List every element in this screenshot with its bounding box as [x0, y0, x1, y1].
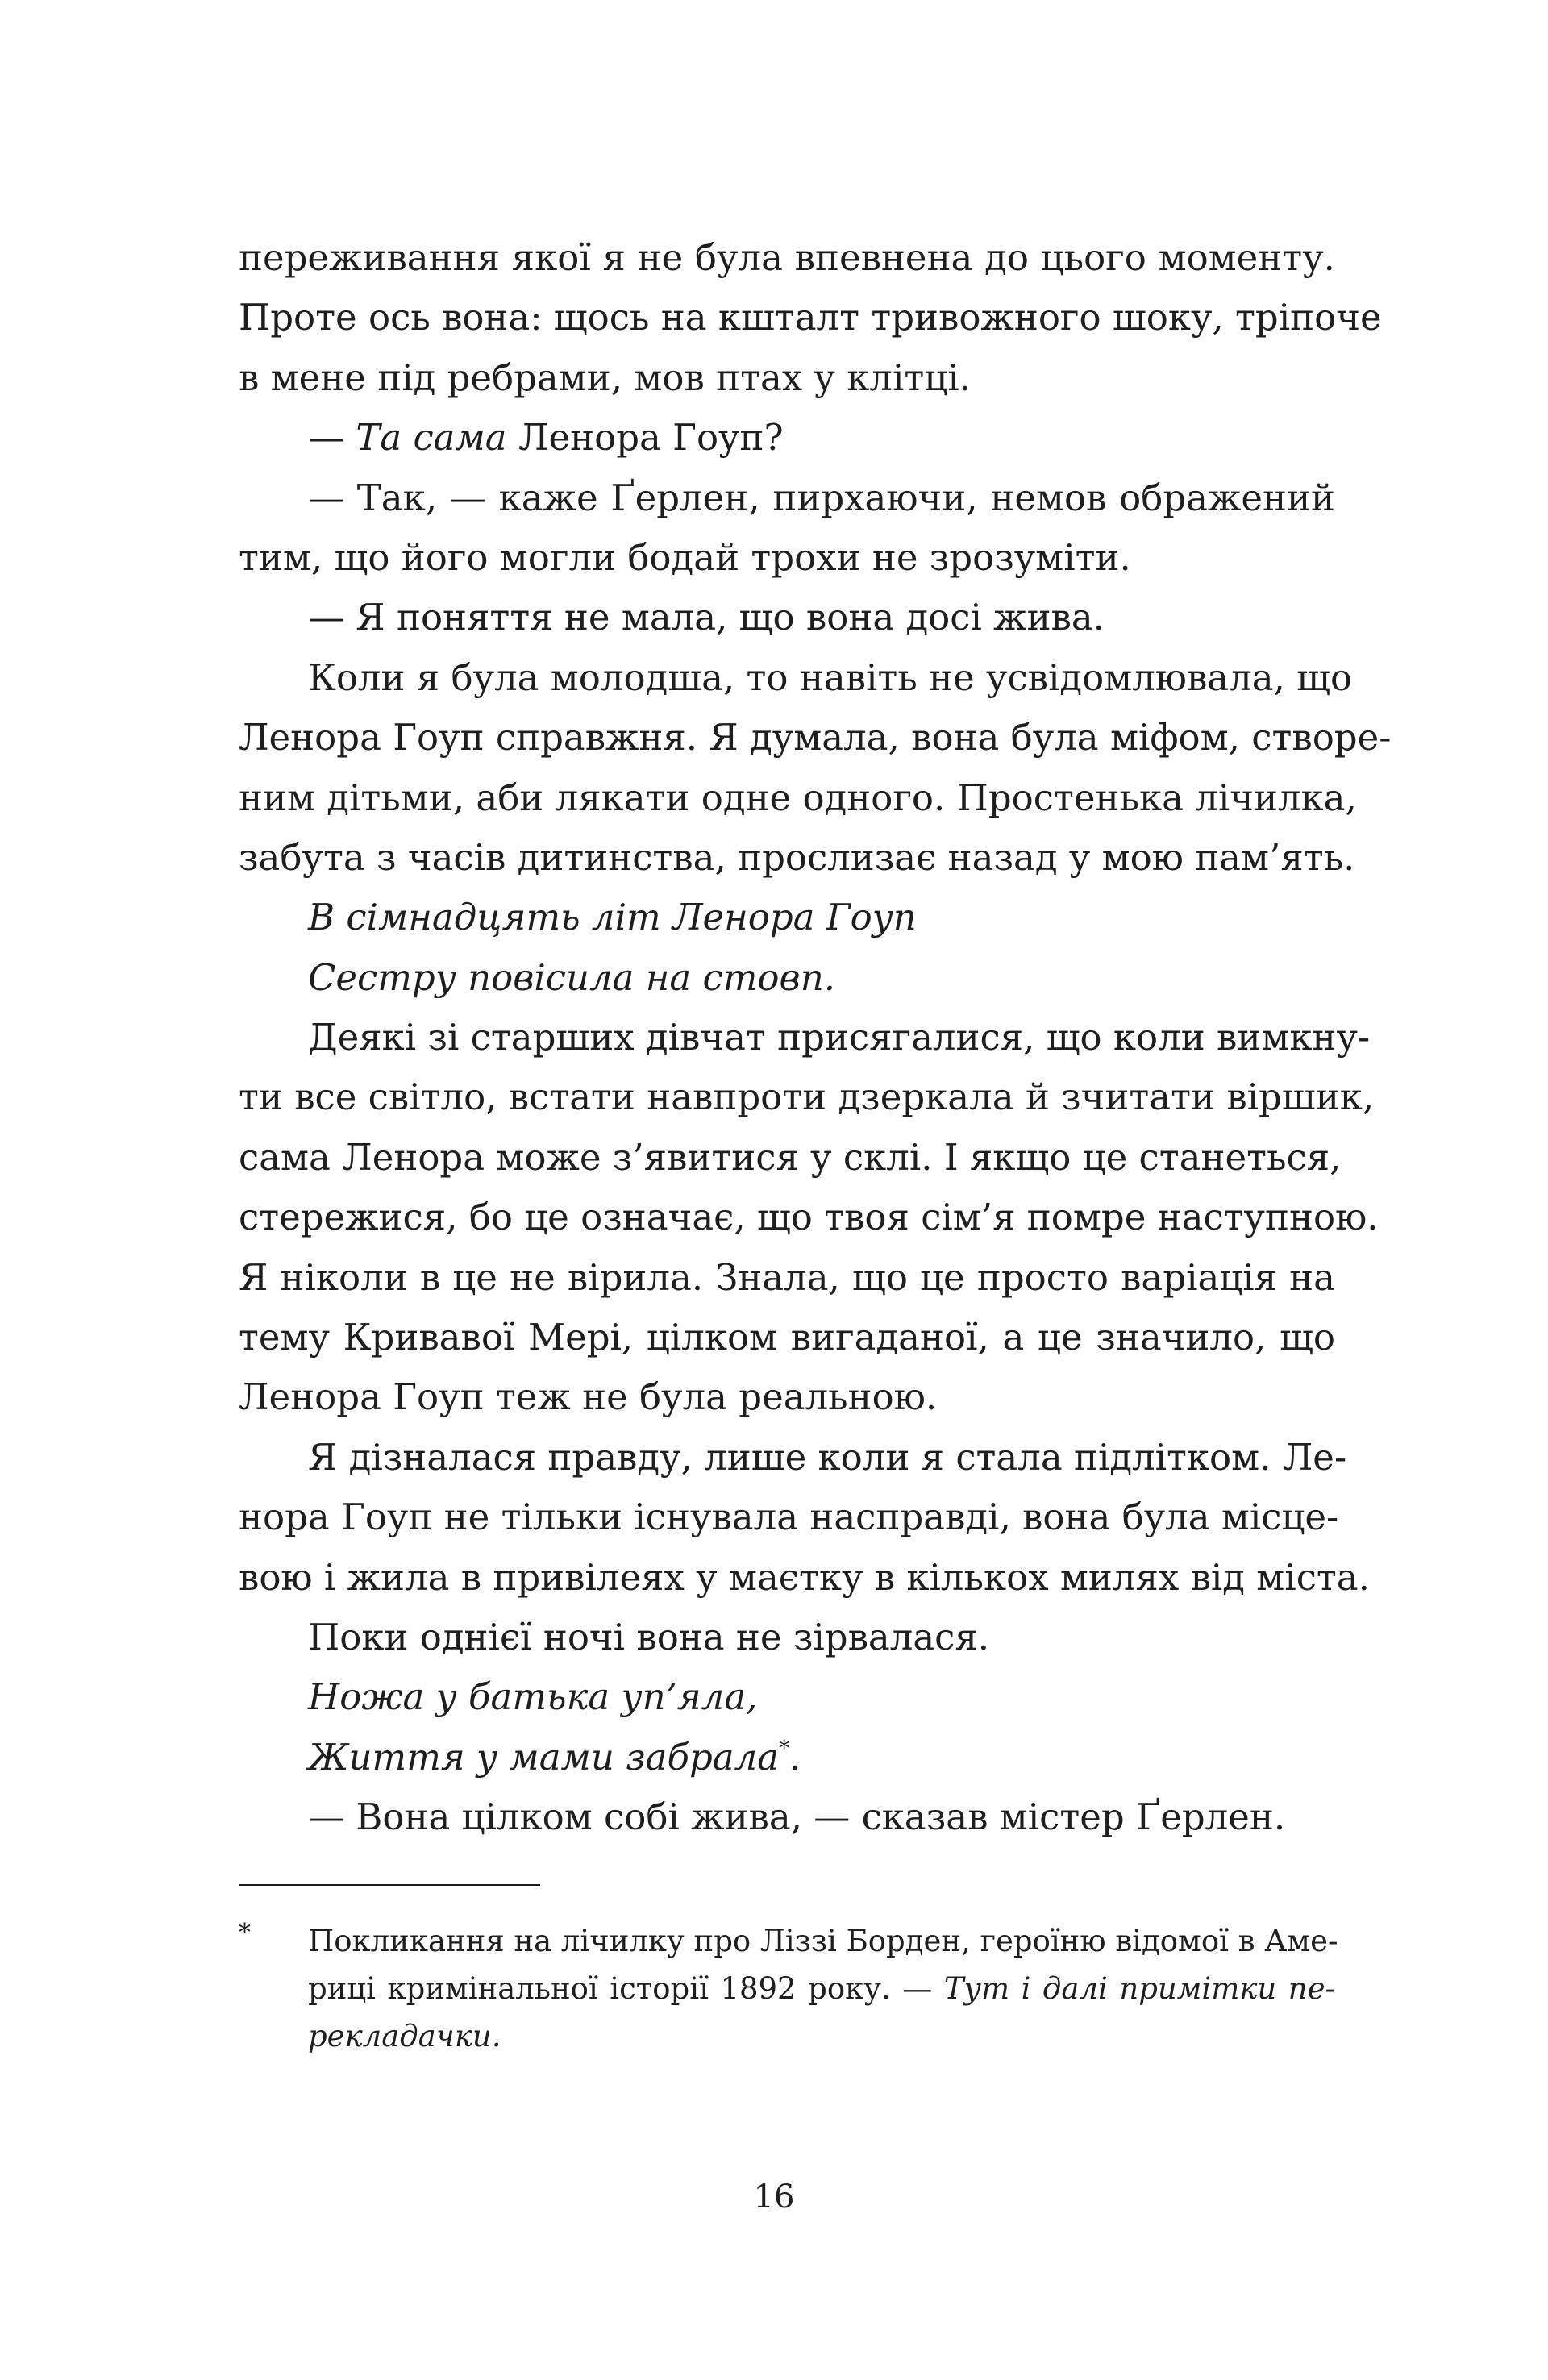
footnote-text: [308, 1917, 1338, 2060]
text-line: нора Гоуп не тільки існувала насправді, вона була місце-: [239, 1496, 1339, 1539]
footnote-marker: *: [239, 1919, 251, 1947]
text-line: переживання якої я не була впевнена до цього моменту.: [239, 236, 1335, 279]
body-text: [239, 228, 1392, 1848]
footnote-divider: [239, 1884, 540, 1886]
text-line: сама Ленора може з’явитися у склі. І якщо це станеться,: [239, 1135, 1342, 1179]
text-line: стережися, бо це означає, що твоя сім’я помре наступною.: [239, 1196, 1379, 1239]
verse-line: [239, 1728, 1335, 1787]
page-number: 16: [753, 2178, 795, 2216]
footnote-line: [308, 1965, 1335, 2012]
dialogue-line: [239, 408, 1335, 468]
verse-line: Сестру повісила на стовп.: [308, 955, 835, 999]
footnote-reference[interactable]: *: [779, 1736, 790, 1761]
paragraph-start: Поки однієї ночі вона не зірвалася.: [308, 1615, 990, 1658]
italic-emphasis: Та сама: [356, 416, 507, 460]
paragraph-start: Коли я була молодша, то навіть не усвідомлювала, що: [308, 655, 1353, 699]
text-line: тему Кривавої Мері, цілком вигаданої, а це значило, що: [239, 1316, 1335, 1359]
verse-line: В сімнадцять літ Ленора Гоуп: [308, 896, 917, 939]
text-line: Проте ось вона: щось на кшталт тривожного шоку, тріпоче: [239, 296, 1382, 339]
footnote-fragment: риці кримінальної історії 1892 року. —: [308, 1971, 944, 2006]
text-line: Ленора Гоуп справжня. Я думала, вона була міфом, створе-: [239, 716, 1392, 759]
verse-text: Життя у мами забрала: [308, 1735, 780, 1779]
verse-period: .: [789, 1735, 801, 1779]
text-fragment: Ленора Гоуп?: [506, 416, 784, 460]
paragraph-start: Я дізналася правду, лише коли я стала підлітком. Ле-: [308, 1435, 1347, 1479]
dash: —: [308, 416, 356, 460]
verse-line: Ножа у батька уп’яла,: [308, 1675, 758, 1719]
footnote-line: рекладачки.: [308, 2019, 501, 2053]
translator-note: Тут і далі примітки пе-: [943, 1971, 1335, 2006]
dialogue-line: — Так, — каже Ґерлен, пирхаючи, немов ображений: [308, 476, 1335, 519]
dialogue-line: — Я поняття не мала, що вона досі жива.: [308, 596, 1105, 639]
text-line: вою і жила в привілеях у маєтку в кількох милях від міста.: [239, 1555, 1370, 1599]
text-line: забута з часів дитинства, прослизає назад у мою пам’ять.: [239, 835, 1355, 879]
footnote-line: Покликання на лічилку про Ліззі Борден, героїню відомої в Аме-: [308, 1924, 1338, 1958]
text-line: ти все світло, встати навпроти дзеркала й зчитати віршик,: [239, 1076, 1375, 1119]
text-line: Я ніколи в це не вірила. Знала, що це просто варіація на: [239, 1255, 1335, 1299]
text-line: ним дітьми, аби лякати одне одного. Простенька лічилка,: [239, 776, 1357, 819]
dialogue-line: — Вона цілком собі жива, — сказав містер Ґерлен.: [308, 1795, 1286, 1839]
text-line: в мене під ребрами, мов птах у клітці.: [239, 356, 971, 399]
text-line: Ленора Гоуп теж не була реальною.: [239, 1375, 938, 1419]
paragraph-start: Деякі зі старших дівчат присягалися, що коли вимкну-: [308, 1016, 1371, 1059]
text-line: тим, що його могли бодай трохи не зрозуміти.: [239, 535, 1131, 579]
